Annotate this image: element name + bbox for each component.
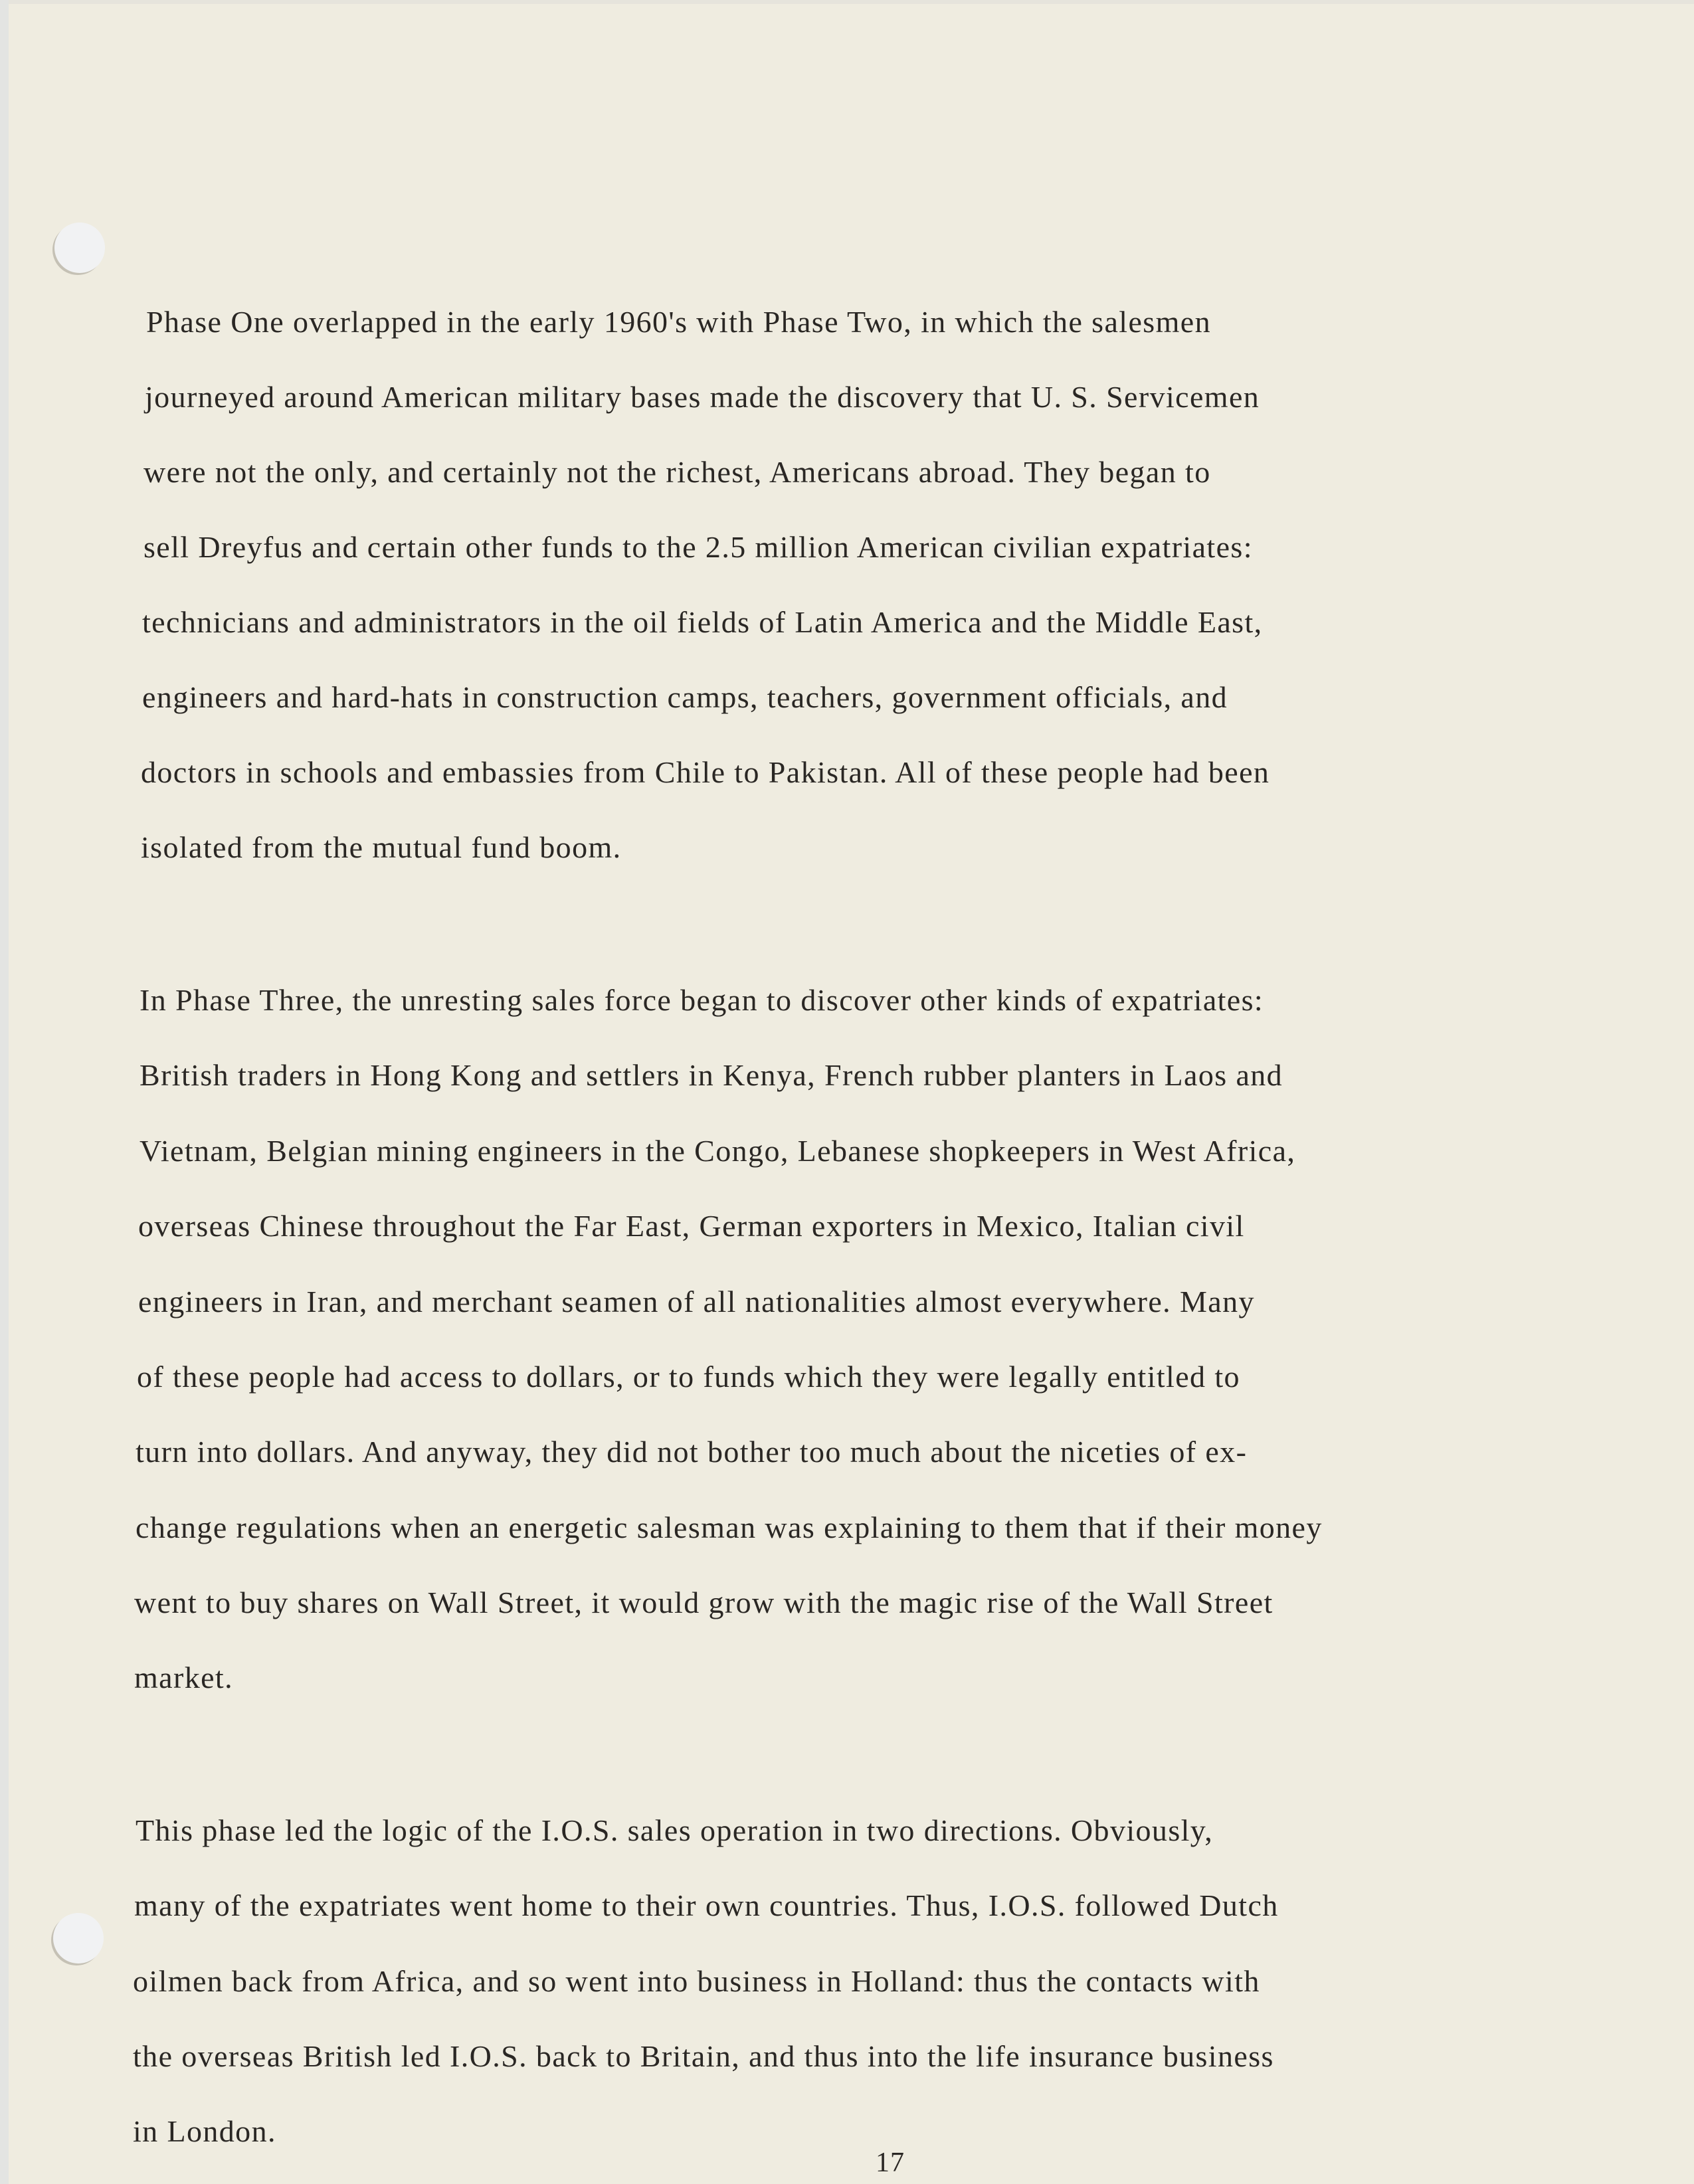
text-line: turn into dollars. And anyway, they did not bother too much about the niceties of ex- [136,1435,1248,1469]
page-number: 17 [876,2147,905,2178]
text-line: British traders in Hong Kong and settlers in Kenya, French rubber planters in Laos and [140,1058,1283,1092]
page-top-edge [0,0,1694,4]
text-line: doctors in schools and embassies from Chile to Pakistan. All of these people had been [141,755,1270,789]
text-line: many of the expatriates went home to their own countries. Thus, I.O.S. followed Dutch [134,1888,1279,1922]
text-line: sell Dreyfus and certain other funds to the 2.5 million American civilian expatriates: [143,530,1253,564]
text-line: market. [134,1661,234,1694]
text-line: change regulations when an energetic salesman was explaining to them that if their money [136,1510,1323,1544]
punch-hole-bottom [53,1913,104,1963]
text-line: journeyed around American military bases made the discovery that U. S. Servicemen [145,380,1260,414]
text-line: In Phase Three, the unresting sales force began to discover other kinds of expatriates: [140,983,1264,1017]
text-line: overseas Chinese throughout the Far East, German exporters in Mexico, Italian civil [138,1209,1245,1243]
text-line: isolated from the mutual fund boom. [141,830,622,864]
text-line: oilmen back from Africa, and so went into business in Holland: thus the contacts with [133,1964,1260,1998]
text-line: technicians and administrators in the oil fields of Latin America and the Middle East, [142,605,1263,639]
text-line: engineers and hard-hats in construction camps, teachers, government officials, and [142,680,1228,714]
punch-hole-top [54,223,105,273]
text-line: engineers in Iran, and merchant seamen of all nationalities almost everywhere. Many [138,1285,1255,1319]
text-line: Vietnam, Belgian mining engineers in the Congo, Lebanese shopkeepers in West Africa, [140,1134,1296,1168]
text-line: the overseas British led I.O.S. back to Britain, and thus into the life insurance business [133,2039,1274,2073]
text-line: This phase led the logic of the I.O.S. sales operation in two directions. Obviously, [136,1813,1214,1847]
text-line: went to buy shares on Wall Street, it would grow with the magic rise of the Wall Street [134,1586,1273,1619]
text-line: in London. [133,2114,276,2148]
text-line: Phase One overlapped in the early 1960's with Phase Two, in which the salesmen [146,305,1211,339]
page-left-edge [0,0,9,2184]
text-line: of these people had access to dollars, or to funds which they were legally entitled to [137,1360,1240,1394]
text-line: were not the only, and certainly not the richest, Americans abroad. They began to [143,455,1211,489]
